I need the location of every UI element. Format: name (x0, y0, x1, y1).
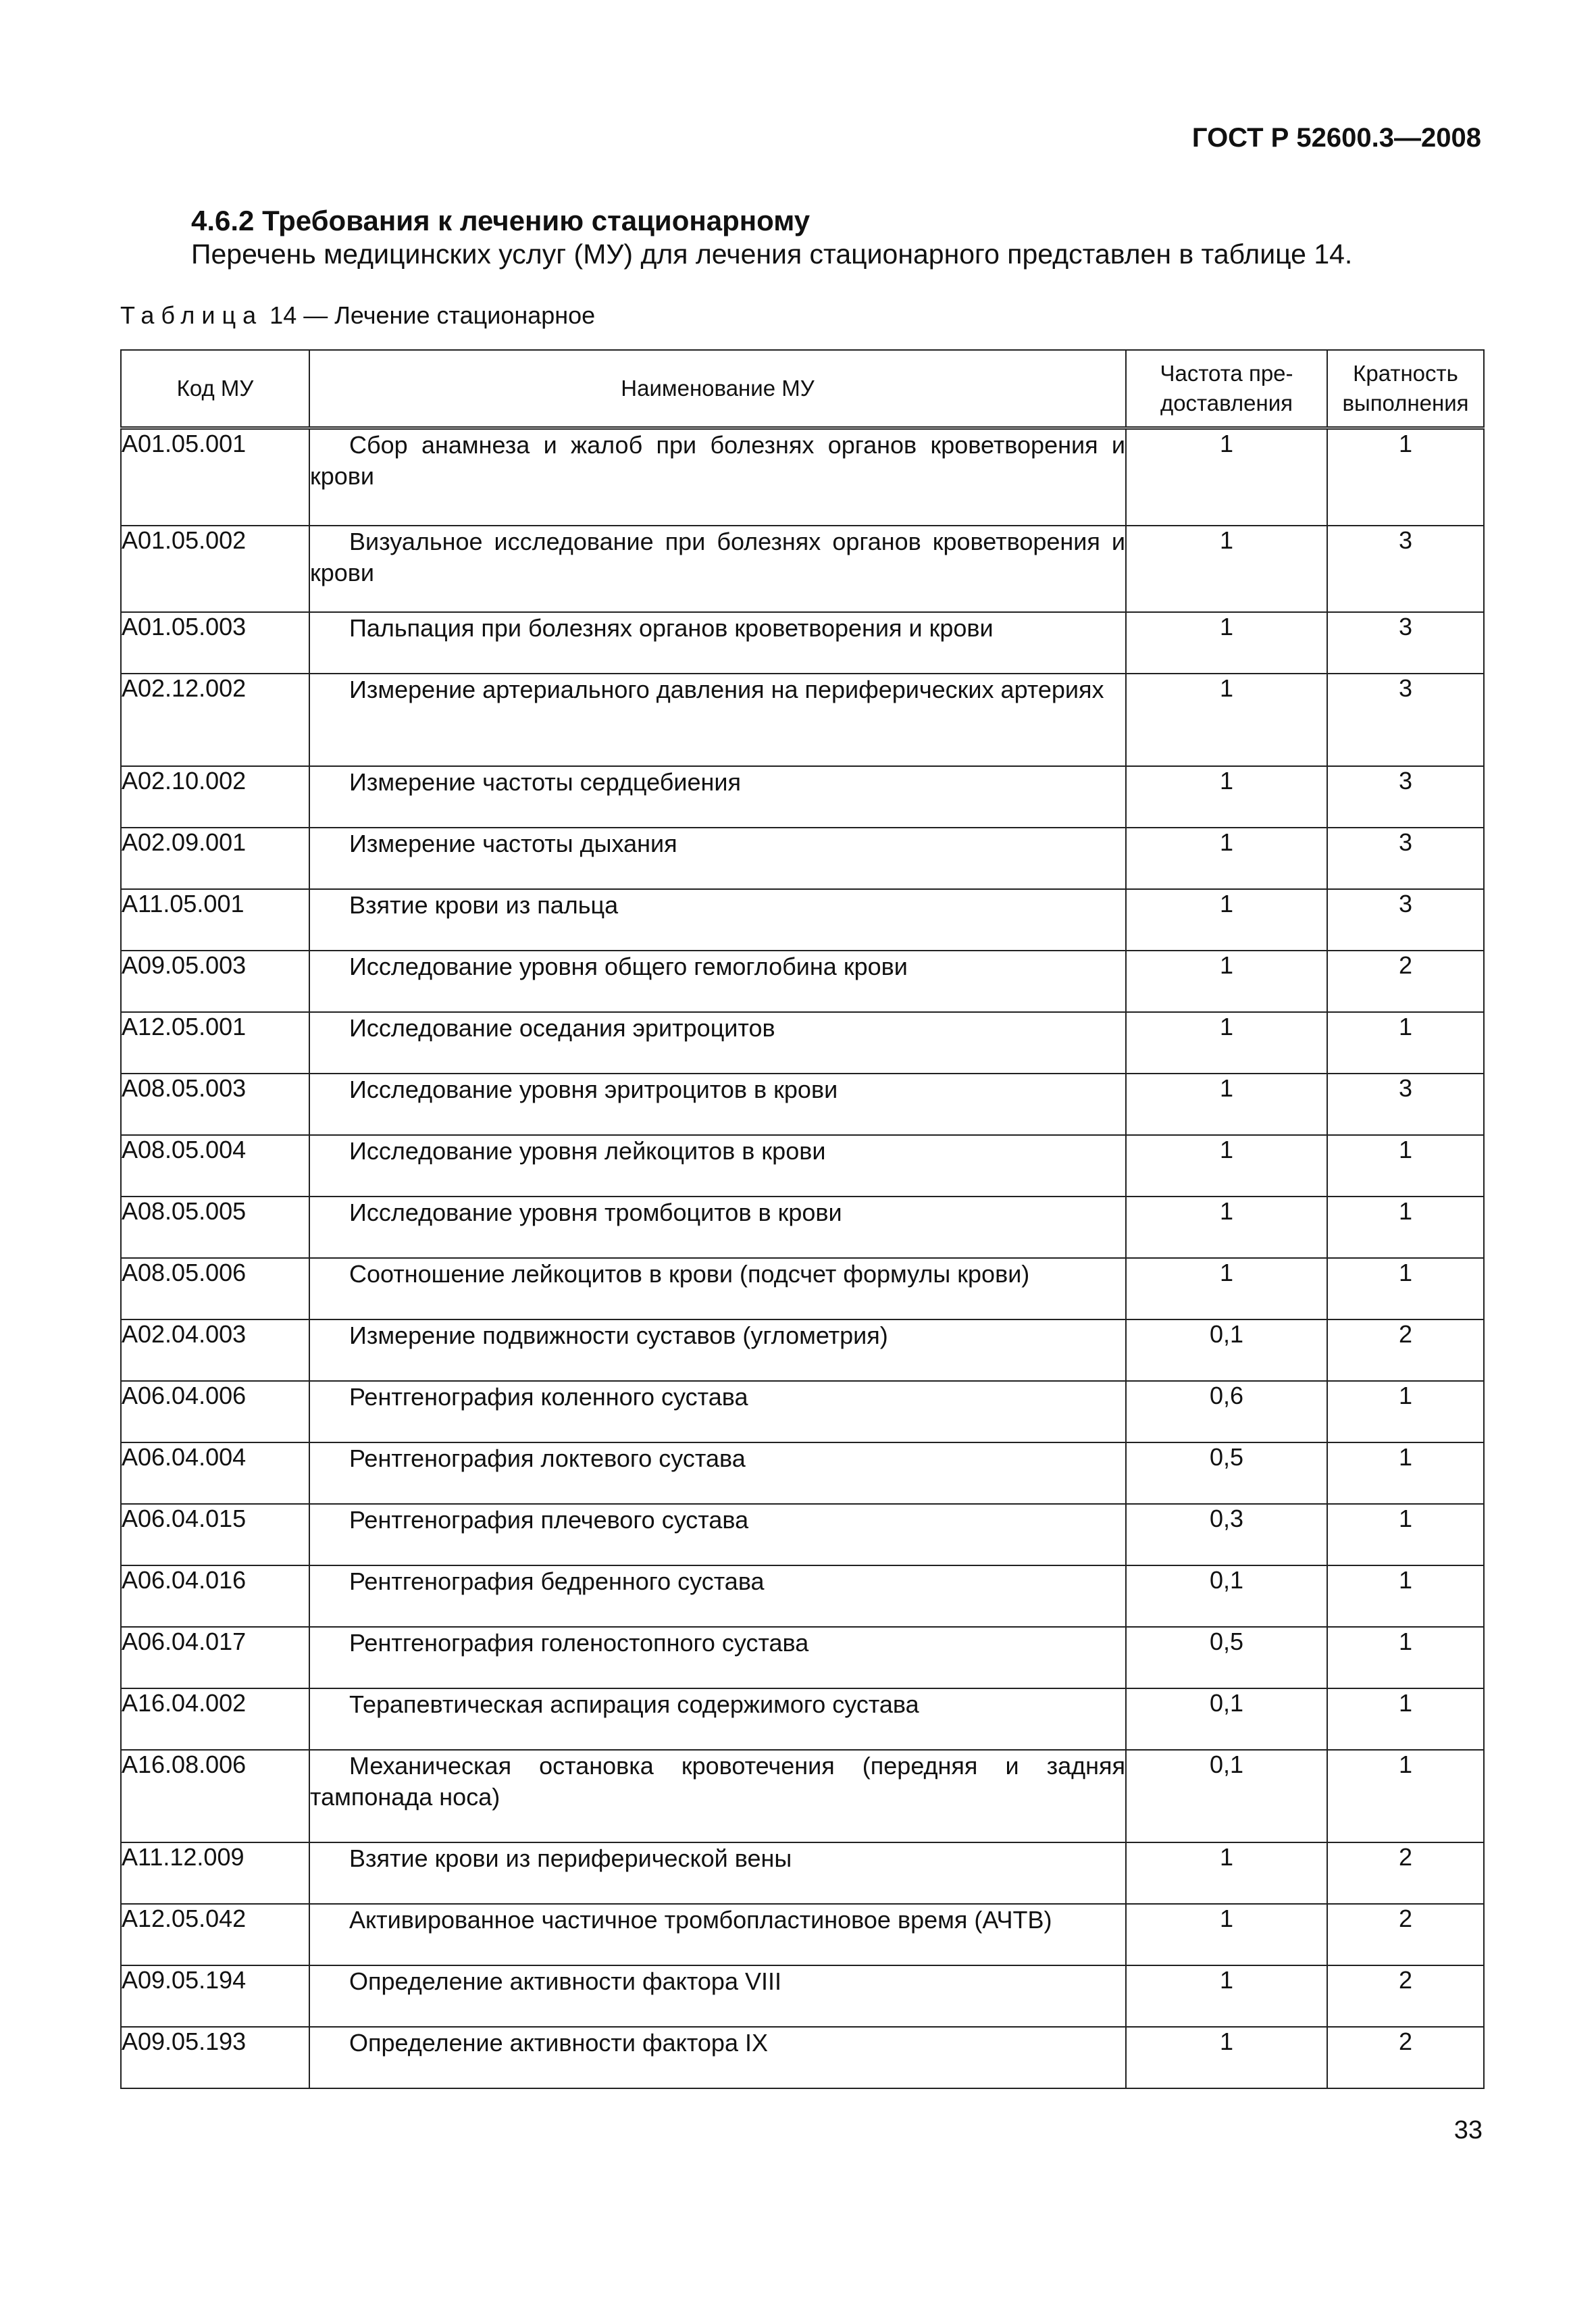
table-caption-number: 14 (269, 301, 297, 329)
cell-name (309, 766, 1126, 828)
table-row (121, 1074, 1484, 1135)
header-code: Код МУ (121, 350, 309, 428)
cell-frequency: 0,1 (1126, 1319, 1327, 1381)
cell-frequency: 1 (1126, 612, 1327, 674)
cell-multiplicity: 1 (1327, 1442, 1484, 1504)
cell-multiplicity: 1 (1327, 1504, 1484, 1565)
cell-frequency: 0,1 (1126, 1688, 1327, 1750)
cell-multiplicity: 1 (1327, 1627, 1484, 1688)
section-heading: 4.6.2 Требования к лечению стационарному (191, 205, 810, 236)
cell-multiplicity: 3 (1327, 612, 1484, 674)
cell-multiplicity: 3 (1327, 889, 1484, 951)
table-row (121, 1197, 1484, 1258)
cell-name-text: Взятие крови из периферической вены (349, 1844, 792, 1872)
cell-frequency: 1 (1126, 1197, 1327, 1258)
cell-frequency: 1 (1126, 1842, 1327, 1904)
cell-code: А09.05.194 (121, 1965, 309, 2027)
cell-code: А08.05.004 (121, 1135, 309, 1197)
cell-code: А06.04.015 (121, 1504, 309, 1565)
cell-name (309, 2027, 1126, 2088)
cell-frequency: 1 (1126, 428, 1327, 526)
table-row (121, 889, 1484, 951)
table-row (121, 428, 1484, 526)
cell-name-text: Рентгенография голеностопного сустава (349, 1628, 809, 1657)
cell-name (309, 1627, 1126, 1688)
cell-code: А09.05.193 (121, 2027, 309, 2088)
cell-frequency: 1 (1126, 1135, 1327, 1197)
cell-name (309, 428, 1126, 526)
cell-name (309, 1442, 1126, 1504)
cell-name (309, 1381, 1126, 1442)
document-id: ГОСТ Р 52600.3—2008 (1191, 123, 1481, 153)
table-caption-title: — Лечение стационарное (303, 301, 596, 329)
cell-name (309, 1074, 1126, 1135)
cell-name-text: Измерение подвижности суставов (углометрия) (349, 1321, 888, 1349)
cell-name (309, 1197, 1126, 1258)
cell-code: А11.05.001 (121, 889, 309, 951)
cell-name (309, 1504, 1126, 1565)
cell-frequency: 0,3 (1126, 1504, 1327, 1565)
cell-multiplicity: 2 (1327, 1904, 1484, 1965)
cell-multiplicity: 1 (1327, 1012, 1484, 1074)
cell-name-text: Определение активности фактора VIII (349, 1967, 781, 1995)
cell-multiplicity: 3 (1327, 674, 1484, 766)
table-row (121, 1965, 1484, 2027)
table-row (121, 1258, 1484, 1319)
services-table (120, 349, 1485, 2089)
table-row (121, 1565, 1484, 1627)
cell-name (309, 1965, 1126, 2027)
cell-code: А09.05.003 (121, 951, 309, 1012)
cell-code: А16.04.002 (121, 1688, 309, 1750)
cell-frequency: 0,5 (1126, 1442, 1327, 1504)
cell-code: А06.04.006 (121, 1381, 309, 1442)
cell-multiplicity: 2 (1327, 2027, 1484, 2088)
cell-name-text: Исследование уровня эритроцитов в крови (349, 1075, 838, 1103)
cell-multiplicity: 3 (1327, 526, 1484, 612)
cell-name (309, 1012, 1126, 1074)
header-name: Наименование МУ (309, 350, 1126, 428)
cell-name (309, 1904, 1126, 1965)
cell-frequency: 1 (1126, 1074, 1327, 1135)
table-row (121, 1135, 1484, 1197)
table-row (121, 1012, 1484, 1074)
table-header-row (121, 350, 1484, 428)
cell-frequency: 1 (1126, 526, 1327, 612)
cell-name-text: Измерение артериального давления на периферических артериях (349, 675, 1104, 703)
cell-frequency: 0,6 (1126, 1381, 1327, 1442)
cell-frequency: 1 (1126, 951, 1327, 1012)
cell-name (309, 674, 1126, 766)
cell-code: А08.05.005 (121, 1197, 309, 1258)
cell-code: А01.05.002 (121, 526, 309, 612)
cell-multiplicity: 2 (1327, 1319, 1484, 1381)
cell-name (309, 951, 1126, 1012)
cell-name-text: Определение активности фактора IX (349, 2028, 768, 2057)
table-row (121, 1904, 1484, 1965)
cell-name-text: Терапевтическая аспирация содержимого сустава (349, 1690, 919, 1718)
header-frequency: Частота пре-доставления (1126, 350, 1327, 428)
cell-multiplicity: 1 (1327, 1135, 1484, 1197)
cell-name (309, 1135, 1126, 1197)
table-row (121, 1688, 1484, 1750)
cell-name-text: Рентгенография бедренного сустава (349, 1567, 765, 1595)
cell-name-text: Измерение частоты дыхания (349, 829, 677, 857)
table-row (121, 2027, 1484, 2088)
table-row (121, 526, 1484, 612)
cell-name (309, 612, 1126, 674)
cell-multiplicity: 2 (1327, 1965, 1484, 2027)
cell-multiplicity: 1 (1327, 1750, 1484, 1842)
cell-multiplicity: 2 (1327, 1842, 1484, 1904)
table-body (121, 428, 1484, 2088)
cell-name-text: Пальпация при болезнях органов кроветворения и крови (349, 613, 994, 642)
cell-name-text: Измерение частоты сердцебиения (349, 768, 741, 796)
table-row (121, 766, 1484, 828)
cell-frequency: 1 (1126, 2027, 1327, 2088)
cell-frequency: 1 (1126, 1258, 1327, 1319)
table-row (121, 1627, 1484, 1688)
cell-frequency: 1 (1126, 766, 1327, 828)
cell-frequency: 1 (1126, 1012, 1327, 1074)
cell-frequency: 1 (1126, 889, 1327, 951)
cell-name-text: Рентгенография локтевого сустава (349, 1444, 746, 1472)
cell-frequency: 0,1 (1126, 1565, 1327, 1627)
table-caption (120, 301, 595, 330)
table-row (121, 828, 1484, 889)
cell-name-text: Визуальное исследование при болезнях органов кроветворения и крови (310, 527, 1125, 586)
cell-multiplicity: 1 (1327, 1258, 1484, 1319)
cell-frequency: 1 (1126, 1965, 1327, 2027)
cell-code: А08.05.006 (121, 1258, 309, 1319)
table-caption-label: Таблица (120, 301, 263, 329)
cell-name (309, 1565, 1126, 1627)
cell-code: А11.12.009 (121, 1842, 309, 1904)
cell-code: А08.05.003 (121, 1074, 309, 1135)
cell-code: А06.04.016 (121, 1565, 309, 1627)
cell-multiplicity: 3 (1327, 1074, 1484, 1135)
table-row (121, 1319, 1484, 1381)
cell-frequency: 1 (1126, 828, 1327, 889)
cell-code: А02.04.003 (121, 1319, 309, 1381)
table-row (121, 951, 1484, 1012)
cell-code: А06.04.017 (121, 1627, 309, 1688)
header-multiplicity: Кратность выполнения (1327, 350, 1484, 428)
cell-name (309, 1842, 1126, 1904)
cell-name-text: Соотношение лейкоцитов в крови (подсчет формулы крови) (349, 1259, 1030, 1288)
cell-code: А02.10.002 (121, 766, 309, 828)
cell-name-text: Исследование уровня общего гемоглобина крови (349, 952, 908, 980)
table-row (121, 674, 1484, 766)
cell-name (309, 526, 1126, 612)
cell-multiplicity: 1 (1327, 428, 1484, 526)
cell-name-text: Исследование оседания эритроцитов (349, 1013, 775, 1042)
page-number: 33 (1453, 2116, 1483, 2144)
cell-frequency: 1 (1126, 674, 1327, 766)
cell-code: А02.12.002 (121, 674, 309, 766)
cell-name (309, 1688, 1126, 1750)
cell-name-text: Взятие крови из пальца (349, 890, 619, 919)
cell-code: А01.05.003 (121, 612, 309, 674)
cell-frequency: 1 (1126, 1904, 1327, 1965)
cell-code: А16.08.006 (121, 1750, 309, 1842)
table-row (121, 1504, 1484, 1565)
cell-name-text: Механическая остановка кровотечения (передняя и задняя тампонада носа) (310, 1751, 1125, 1811)
cell-name (309, 1750, 1126, 1842)
cell-frequency: 0,5 (1126, 1627, 1327, 1688)
cell-name (309, 1258, 1126, 1319)
cell-name-text: Исследование уровня тромбоцитов в крови (349, 1198, 842, 1226)
cell-name-text: Рентгенография коленного сустава (349, 1382, 748, 1411)
table-row (121, 1750, 1484, 1842)
cell-name-text: Сбор анамнеза и жалоб при болезнях органов кроветворения и крови (310, 431, 1125, 490)
table-row (121, 1842, 1484, 1904)
table-row (121, 1442, 1484, 1504)
cell-code: А06.04.004 (121, 1442, 309, 1504)
cell-name (309, 889, 1126, 951)
cell-multiplicity: 1 (1327, 1197, 1484, 1258)
cell-code: А12.05.001 (121, 1012, 309, 1074)
cell-multiplicity: 3 (1327, 766, 1484, 828)
cell-multiplicity: 2 (1327, 951, 1484, 1012)
cell-code: А01.05.001 (121, 428, 309, 526)
cell-code: А02.09.001 (121, 828, 309, 889)
table-row (121, 612, 1484, 674)
table-row (121, 1381, 1484, 1442)
cell-multiplicity: 1 (1327, 1688, 1484, 1750)
cell-name (309, 828, 1126, 889)
cell-code: А12.05.042 (121, 1904, 309, 1965)
cell-name-text: Рентгенография плечевого сустава (349, 1505, 749, 1534)
cell-multiplicity: 1 (1327, 1565, 1484, 1627)
cell-name-text: Исследование уровня лейкоцитов в крови (349, 1136, 826, 1165)
cell-name-text: Активированное частичное тромбопластиновое время (АЧТВ) (349, 1905, 1052, 1934)
cell-multiplicity: 3 (1327, 828, 1484, 889)
cell-frequency: 0,1 (1126, 1750, 1327, 1842)
cell-multiplicity: 1 (1327, 1381, 1484, 1442)
cell-name (309, 1319, 1126, 1381)
section-intro: Перечень медицинских услуг (МУ) для лечения стационарного представлен в таблице 14. (191, 238, 1353, 270)
